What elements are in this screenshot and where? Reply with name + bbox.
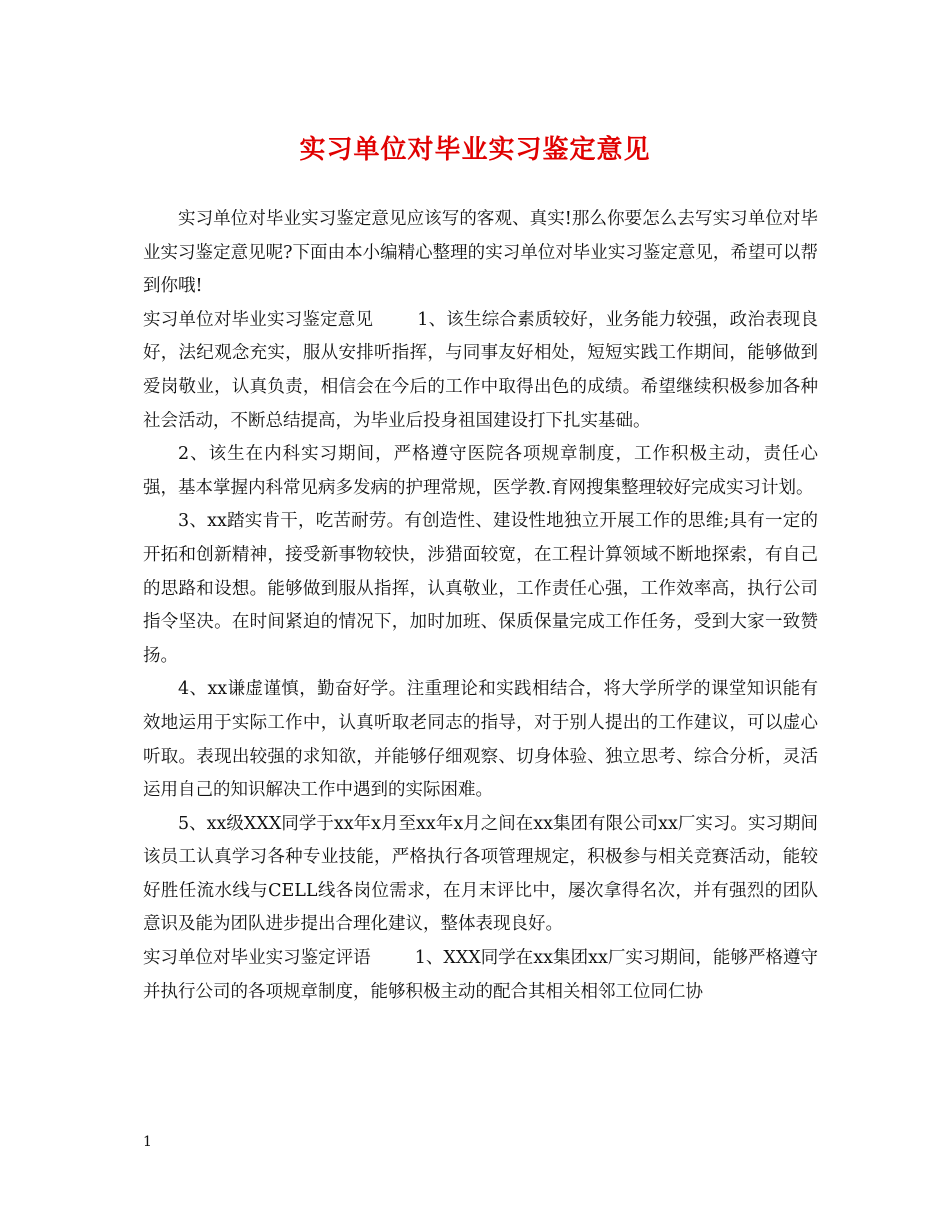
page-number: 1 [143, 1134, 152, 1150]
section1-item4: 4、xx谦虚谨慎，勤奋好学。注重理论和实践相结合，将大学所学的课堂知识能有效地运用于实际工作中，认真听取老同志的指导，对于别人提出的工作建议，可以虚心听取。表现出较强的求知欲，并能够仔细观察、切身体验、独立思考、综合分析，灵活运用自己的知识解决工作中遇到的实际困难。 [143, 679, 818, 801]
section1-item5: 5、xx级XXX同学于xx年x月至xx年x月之间在xx集团有限公司xx厂实习。实习期间该员工认真学习各种专业技能，严格执行各项管理规定，积极参与相关竞赛活动，能较好胜任流水线与CELL线各岗位需求，在月末评比中，屡次拿得名次，并有强烈的团队意识及能为团队进步提出合理化建议，整体表现良好。 [143, 813, 818, 935]
section2-first-paragraph [143, 942, 818, 1009]
section1-item2: 2、该生在内科实习期间，严格遵守医院各项规章制度，工作积极主动，责任心强，基本掌握内科常见病多发病的护理常规，医学教.育网搜集整理较好完成实习计划。 [143, 444, 818, 498]
section1-item1: 1、该生综合素质较好，业务能力较强，政治表现良好，法纪观念充实，服从安排听指挥，与同事友好相处，短短实践工作期间，能够做到爱岗敬业，认真负责，相信会在今后的工作中取得出色的成绩。希望继续积极参加各种社会活动，不断总结提高，为毕业后投身祖国建设打下扎实基础。 [143, 309, 818, 431]
intro-paragraph: 实习单位对毕业实习鉴定意见应该写的客观、真实!那么你要怎么去写实习单位对毕业实习鉴定意见呢?下面由本小编精心整理的实习单位对毕业实习鉴定意见，希望可以帮到你哦! [143, 209, 818, 297]
section2-heading: 实习单位对毕业实习鉴定评语 [143, 948, 371, 969]
section1-heading: 实习单位对毕业实习鉴定意见 [143, 309, 374, 330]
section2-item1: 1、XXX同学在xx集团xx厂实习期间，能够严格遵守并执行公司的各项规章制度，能够积极主动的配合其相关相邻工位同仁协 [143, 948, 818, 1002]
section1-item3: 3、xx踏实肯干，吃苦耐劳。有创造性、建设性地独立开展工作的思维;具有一定的开拓和创新精神，接受新事物较快，涉猎面较宽，在工程计算领域不断地探索，有自己的思路和设想。能够做到服从指挥，认真敬业，工作责任心强，工作效率高，执行公司指令坚决。在时间紧迫的情况下，加时加班、保质保量完成工作任务，受到大家一致赞扬。 [143, 511, 818, 666]
document-title: 实习单位对毕业实习鉴定意见 [299, 135, 651, 165]
section1-first-paragraph [143, 304, 818, 438]
document-body [143, 203, 818, 1009]
